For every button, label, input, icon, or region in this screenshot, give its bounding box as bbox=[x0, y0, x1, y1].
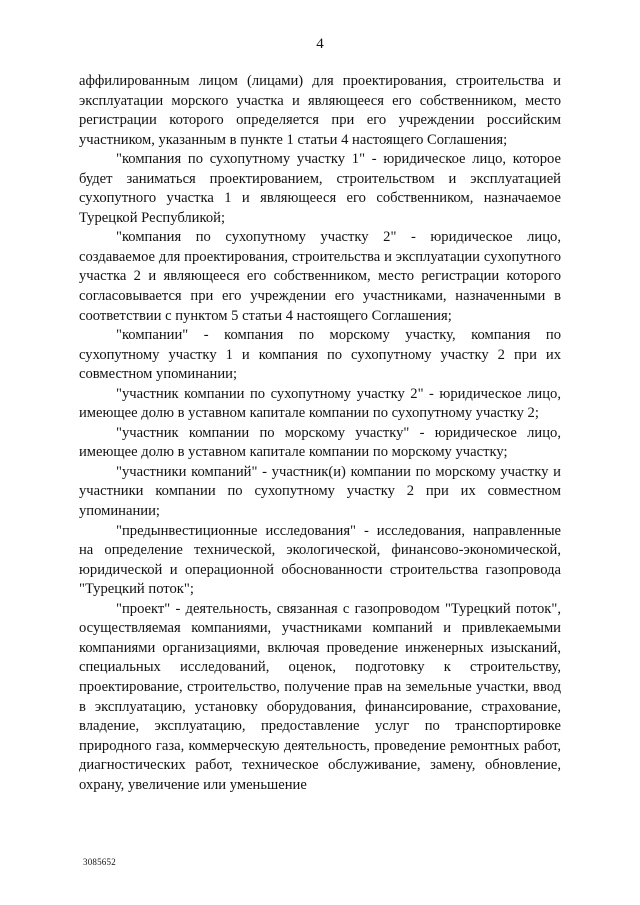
paragraph-definition: "участник компании по морскому участку" - юридическое лицо, имеющее долю в уставном капитале компании по морскому участку; bbox=[79, 424, 561, 461]
paragraph-definition: "компания по сухопутному участку 2" - юридическое лицо, создаваемое для проектирования, строительства и эксплуатации сухопутного участка 2 и являющееся его собственником, место регистрации которого согласовывается при его учреждении его участниками, назначенными в соответствии с пунктом 5 статьи 4 настоящего Соглашения; bbox=[79, 229, 561, 324]
paragraph-definition: "участник компании по сухопутному участку 2" - юридическое лицо, имеющее долю в уставном капитале компании по сухопутному участку 2; bbox=[79, 385, 561, 422]
paragraph-definition: "компании" - компания по морскому участку, компания по сухопутному участку 1 и компания по сухопутному участку 2 при их совместном упоминании; bbox=[79, 327, 561, 383]
paragraph-definition: "участники компаний" - участник(и) компании по морскому участку и участники компании по сухопутному участку 2 при их совместном упоминании; bbox=[79, 463, 561, 520]
paragraph-definition: "предынвестиционные исследования" - исследования, направленные на определение технической, экологической, финансово-экономической, юридической и операционной обоснованности строительства газопровода "Турецкий поток"; bbox=[79, 522, 561, 598]
paragraph-continuation: аффилированным лицом (лицами) для проектирования, строительства и эксплуатации морского участка и являющееся его собственником, место регистрации которого определяется при его учреждении российским участником, указанным в пункте 1 статьи 4 настоящего Соглашения; bbox=[79, 73, 561, 148]
page-number: 4 bbox=[316, 36, 324, 52]
paragraph-definition: "проект" - деятельность, связанная с газопроводом "Турецкий поток", осуществляемая компаниями, участниками компаний и привлекаемыми компаниями организациями, включая проведение инженерных изысканий, специальных исследований, оценок, подготовку к строительству, проектирование, строительство, получение прав на земельные участки, ввод в эксплуатацию, установку оборудования, финансирование, страхование, владение, эксплуатацию, предоставление услуг по транспортировке природного газа, коммерческую деятельность, проведение ремонтных работ, диагностических работ, техническое обслуживание, замену, обновление, охрану, увеличение или уменьшение bbox=[79, 600, 561, 793]
document-body bbox=[79, 72, 561, 795]
document-id-code: 3085652 bbox=[83, 857, 116, 867]
paragraph-definition: "компания по сухопутному участку 1" - юридическое лицо, которое будет заниматься проектированием, строительством и эксплуатацией сухопутного участка 1 и являющееся его собственником, назначаемое Турецкой Республикой; bbox=[79, 151, 561, 226]
